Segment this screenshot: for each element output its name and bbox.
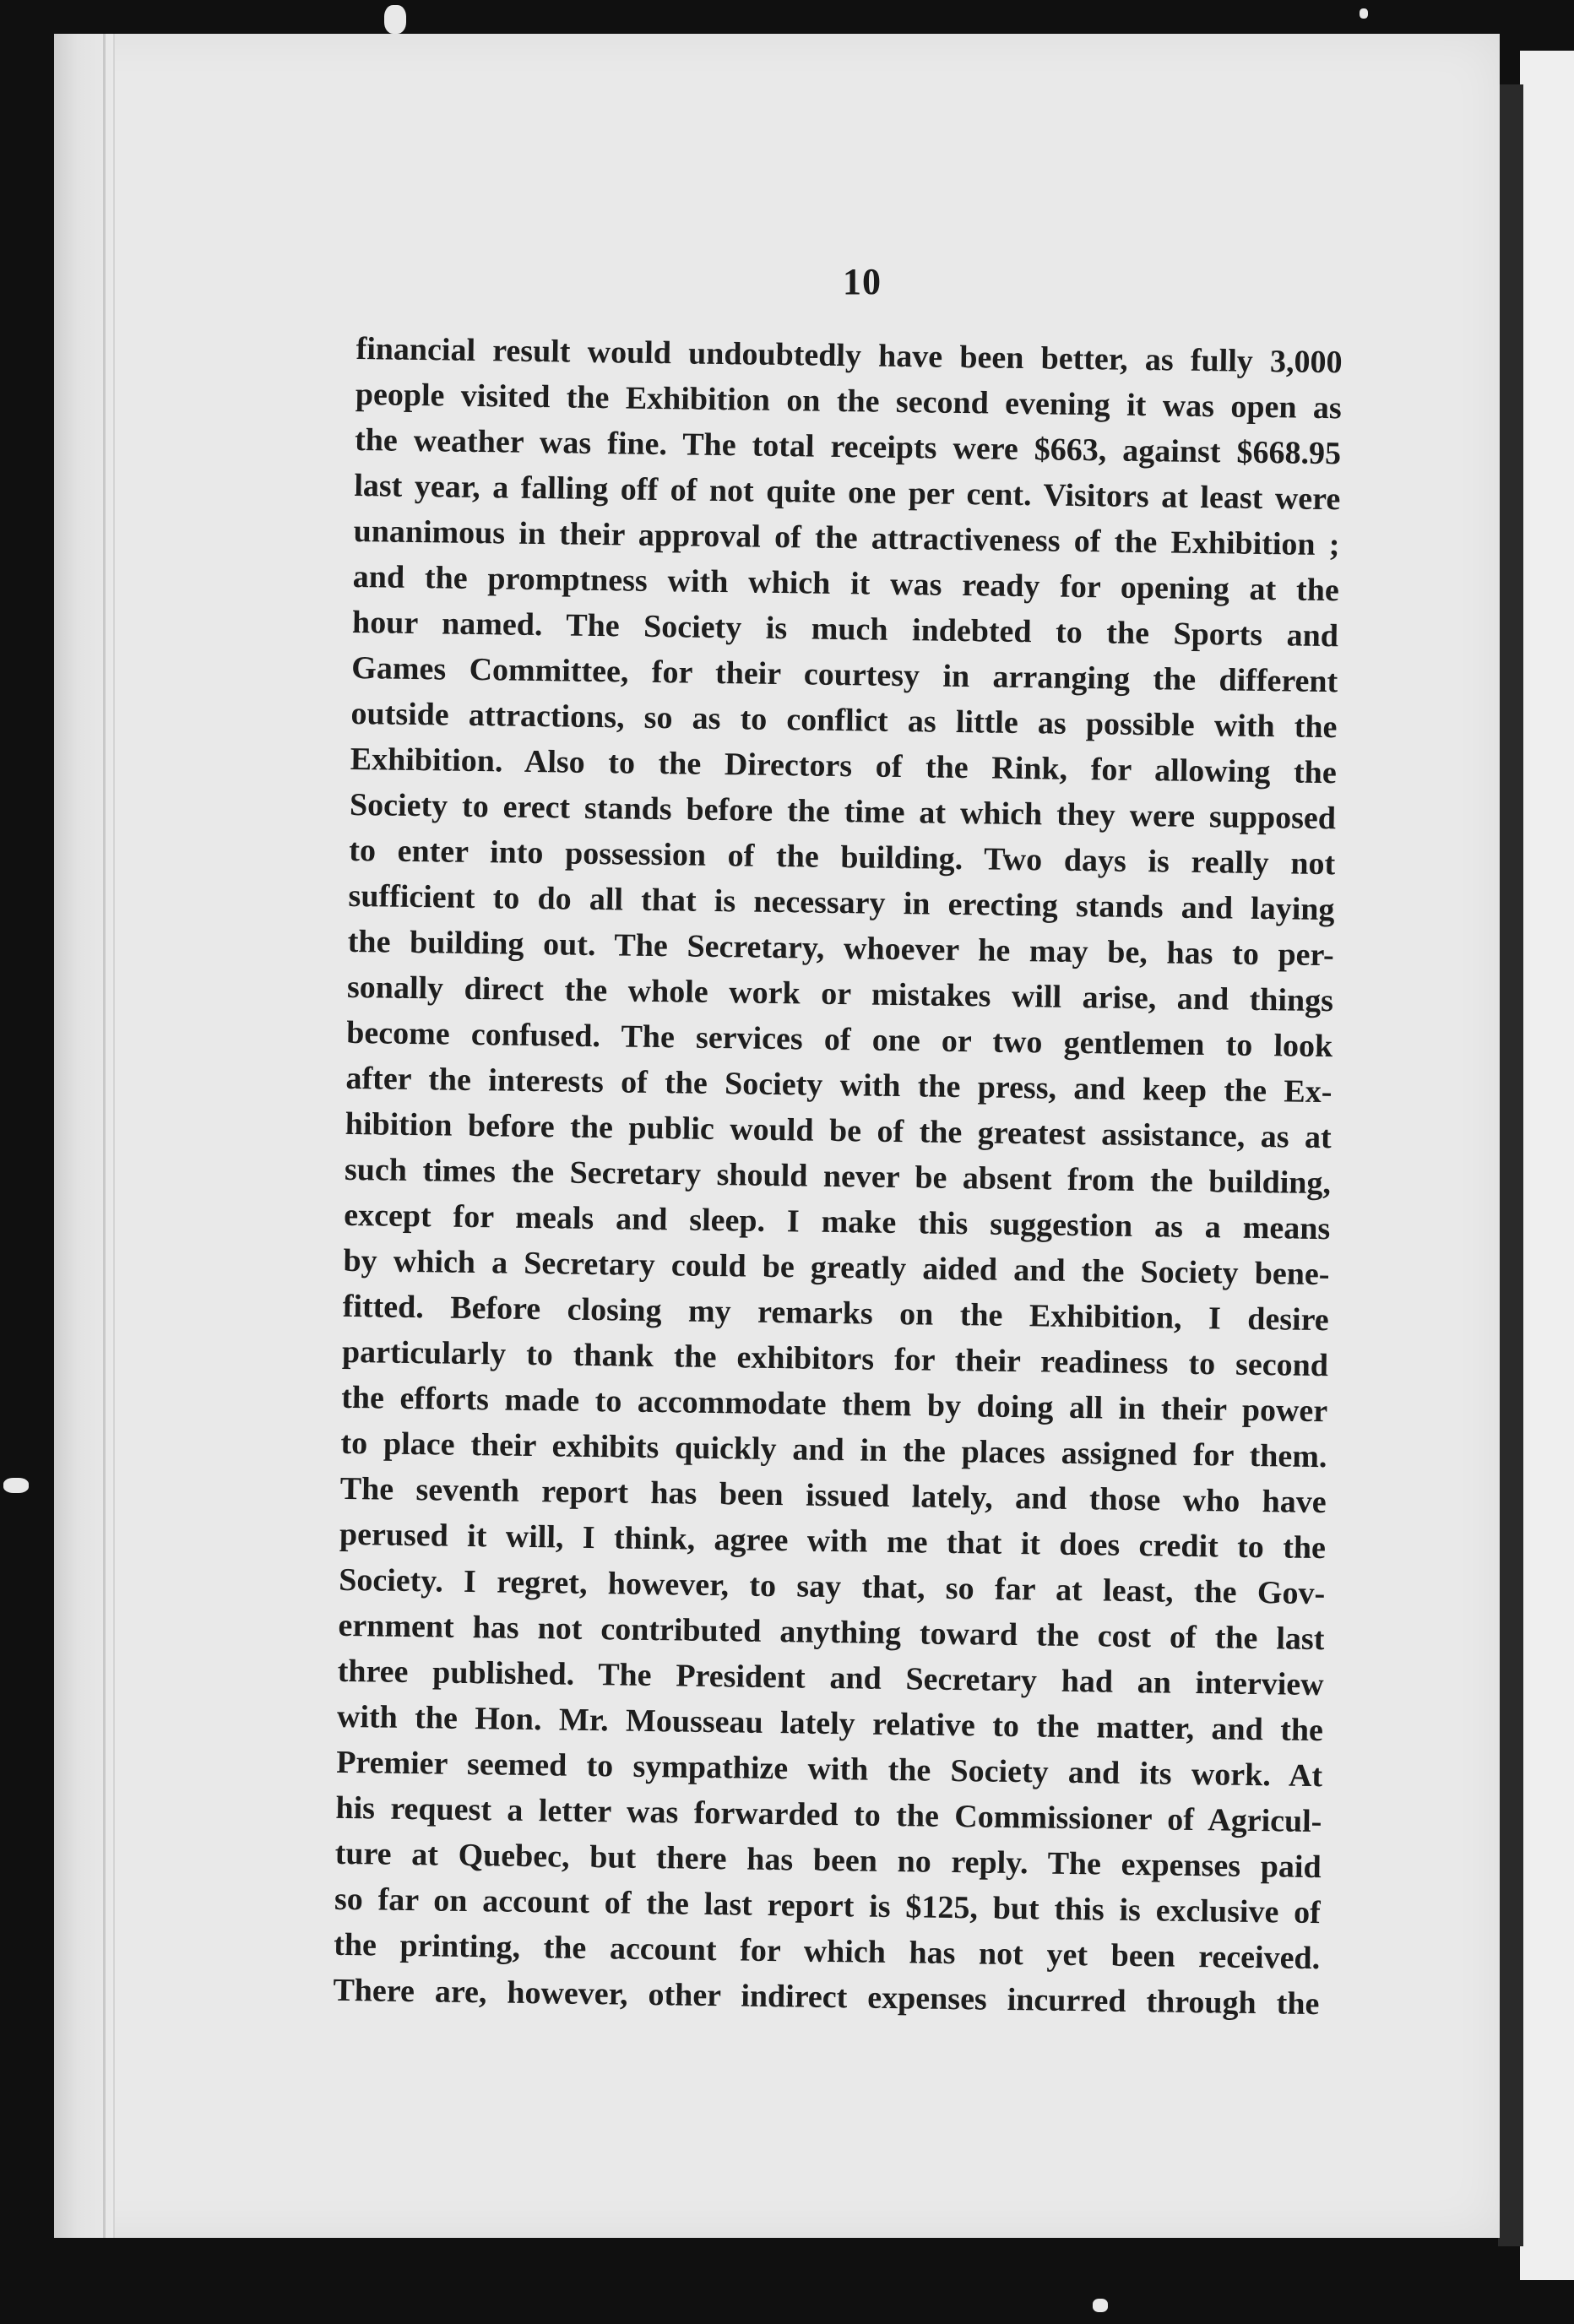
text-line: after the interests of the Society with the press, and keep the Ex- bbox=[345, 1060, 1332, 1110]
text-line: with the Hon. Mr. Mousseau lately relative to the matter, and the bbox=[336, 1698, 1324, 1749]
text-line: people visited the Exhibition on the second evening it was open as bbox=[355, 376, 1343, 426]
text-line: hibition before the public would be of the greatest assistance, as at bbox=[345, 1105, 1332, 1156]
text-line: fitted. Before closing my remarks on the Exhibition, I desire bbox=[342, 1288, 1329, 1338]
text-line: and the promptness with which it was ready for opening at the bbox=[352, 558, 1340, 609]
text-line: the printing, the account for which has not yet been received. bbox=[333, 1926, 1321, 1977]
text-line: sufficient to do all that is necessary in erecting stands and laying bbox=[348, 877, 1335, 928]
text-line: The seventh report has been issued lately, and those who have bbox=[339, 1470, 1327, 1521]
dust-speck bbox=[1360, 8, 1368, 19]
dust-speck bbox=[1093, 2299, 1108, 2312]
text-line: by which a Secretary could be greatly aided and the Society bene- bbox=[343, 1242, 1330, 1293]
text-line: perused it will, I think, agree with me that it does credit to the bbox=[339, 1516, 1327, 1567]
text-line: the building out. The Secretary, whoever he may be, has to per- bbox=[347, 923, 1335, 974]
text-line: financial result would undoubtedly have been better, as fully 3,000 bbox=[356, 330, 1343, 381]
dust-speck bbox=[384, 5, 406, 34]
page-gutter-shadow bbox=[1498, 84, 1523, 2246]
text-line: Games Committee, for their courtesy in arranging the different bbox=[351, 649, 1338, 700]
body-text bbox=[333, 326, 1343, 2027]
text-line: Society to erect stands before the time at which they were supposed bbox=[349, 786, 1337, 837]
text-line: the efforts made to accommodate them by doing all in their power bbox=[340, 1379, 1328, 1430]
text-line: three published. The President and Secretary had an interview bbox=[337, 1653, 1324, 1703]
text-line: last year, a falling off of not quite one per cent. Visitors at least were bbox=[354, 467, 1341, 518]
text-line: particularly to thank the exhibitors for their readiness to second bbox=[341, 1333, 1329, 1384]
text-line: the weather was fine. The total receipts were $663, against $668.95 bbox=[354, 421, 1342, 472]
page-binding-edge bbox=[54, 34, 115, 2238]
text-line: ture at Quebec, but there has been no reply. The expenses paid bbox=[334, 1835, 1322, 1886]
text-line: to place their exhibits quickly and in the places assigned for them. bbox=[340, 1425, 1327, 1475]
text-line: ernment has not contributed anything toward the cost of the last bbox=[338, 1607, 1325, 1658]
text-line: Society. I regret, however, to say that, so far at least, the Gov- bbox=[338, 1561, 1326, 1612]
text-line: so far on account of the last report is $125, but this is exclusive of bbox=[334, 1881, 1322, 1931]
text-line: unanimous in their approval of the attractiveness of the Exhibition ; bbox=[353, 513, 1340, 563]
text-line: his request a letter was forwarded to the Commissioner of Agricul- bbox=[335, 1789, 1322, 1840]
adjacent-page-edge bbox=[1520, 51, 1574, 2280]
text-line: There are, however, other indirect expenses incurred through the bbox=[333, 1972, 1320, 2023]
text-line: hour named. The Society is much indebted to the Sports and bbox=[351, 604, 1339, 654]
text-line: except for meals and sleep. I make this suggestion as a means bbox=[344, 1197, 1331, 1247]
page-binding-line bbox=[103, 34, 106, 2238]
text-line: outside attractions, so as to conflict as little as possible with the bbox=[350, 695, 1338, 746]
text-line: Exhibition. Also to the Directors of the Rink, for allowing the bbox=[350, 741, 1338, 791]
text-line: become confused. The services of one or two gentlemen to look bbox=[346, 1014, 1333, 1065]
text-line: Premier seemed to sympathize with the Society and its work. At bbox=[335, 1744, 1323, 1795]
text-line: sonally direct the whole work or mistakes will arise, and things bbox=[346, 969, 1334, 1019]
text-line: such times the Secretary should never be absent from the building, bbox=[344, 1151, 1332, 1202]
dust-speck bbox=[3, 1478, 29, 1493]
page-number: 10 bbox=[843, 261, 882, 302]
text-line: to enter into possession of the building. Two days is really not bbox=[349, 832, 1336, 882]
